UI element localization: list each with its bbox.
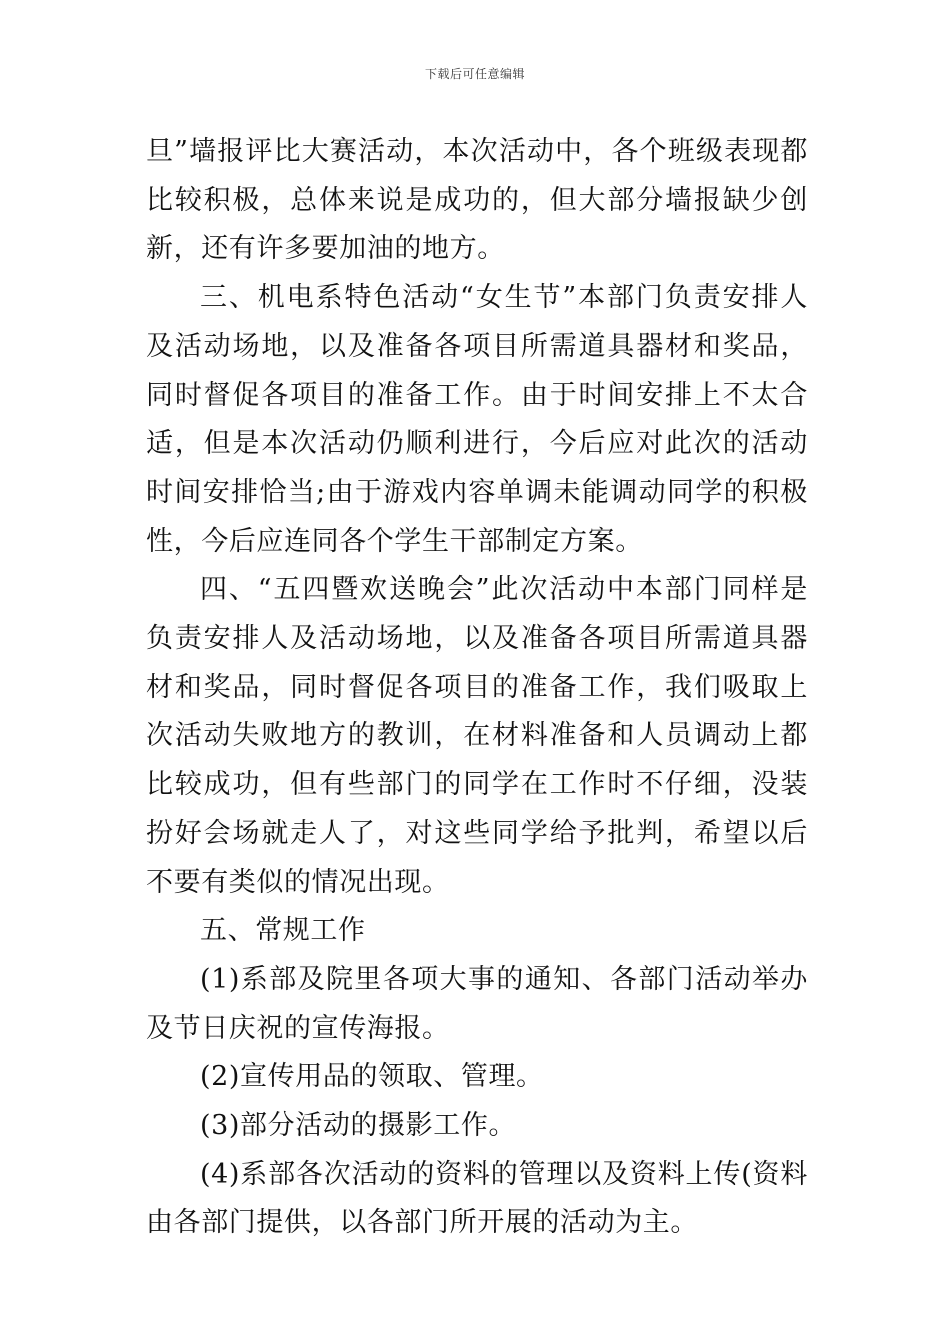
list-item-1: (1)系部及院里各项大事的通知、各部门活动举办及节日庆祝的宣传海报。 [146,963,808,1044]
paragraph-continuation: 旦”墙报评比大赛活动，本次活动中，各个班级表现都比较积极，总体来说是成功的，但大部分墙报缺少创新，还有许多要加油的地方。 [146,136,808,265]
page-header: 下载后可任意编辑 [424,67,525,81]
list-item-3: (3)部分活动的摄影工作。 [200,1110,517,1142]
document-body [146,128,808,1248]
paragraph-section-five-heading: 五、常规工作 [200,915,366,947]
paragraph-section-four: 四、“五四暨欢送晚会”此次活动中本部门同样是负责安排人及活动场地，以及准备各项目所需道具器材和奖品，同时督促各项目的准备工作，我们吸取上次活动失败地方的教训，在材料准备和人员调动上都比较成功，但有些部门的同学在工作时不仔细，没装扮好会场就走人了，对这些同学给予批判，希望以后不要有类似的情况出现。 [146,574,808,898]
paragraph-section-three: 三、机电系特色活动“女生节”本部门负责安排人及活动场地，以及准备各项目所需道具器材和奖品，同时督促各项目的准备工作。由于时间安排上不太合适，但是本次活动仍顺利进行，今后应对此次的活动时间安排恰当;由于游戏内容单调未能调动同学的积极性，今后应连同各个学生干部制定方案。 [146,282,808,557]
list-item-4: (4)系部各次活动的资料的管理以及资料上传(资料由各部门提供，以各部门所开展的活动为主。 [146,1158,808,1239]
list-item-2: (2)宣传用品的领取、管理。 [200,1061,544,1093]
